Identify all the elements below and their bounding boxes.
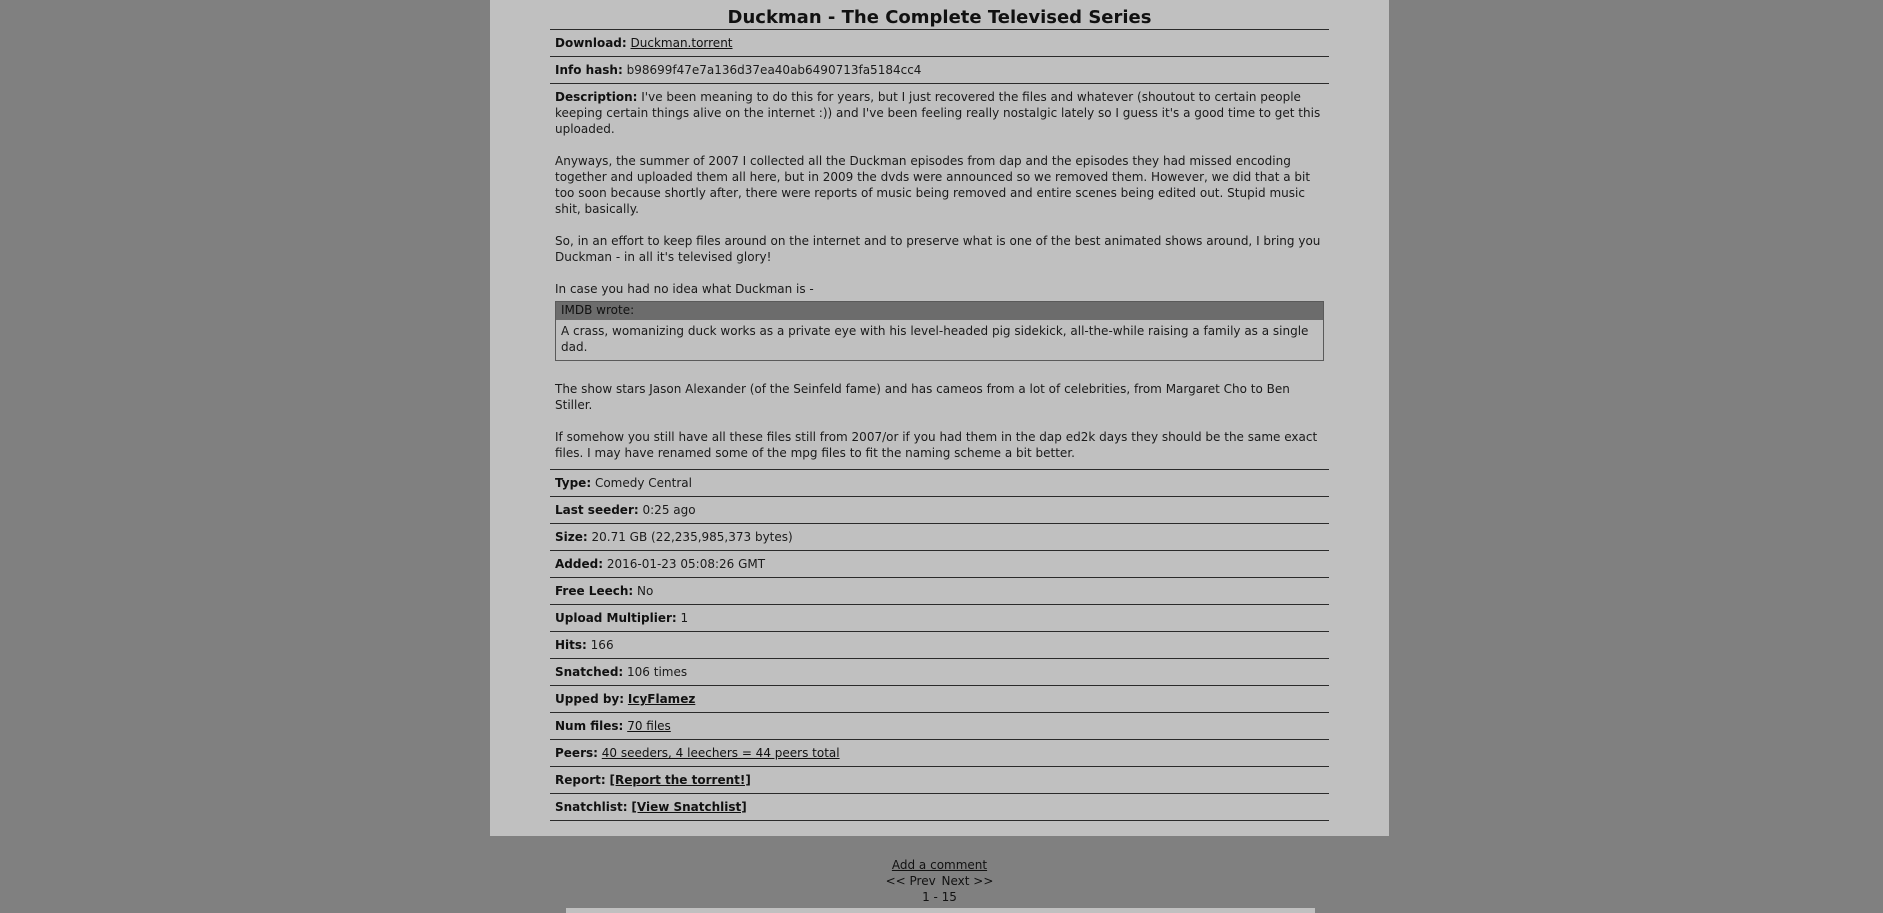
peers-label: Peers: [555,746,598,760]
type-label: Type: [555,476,592,490]
pagination [490,873,1389,889]
size-row [550,524,1329,551]
torrent-details [550,0,1329,821]
size-value: 20.71 GB (22,235,985,373 bytes) [591,530,793,544]
report-torrent-link[interactable]: [Report the torrent!] [609,773,751,787]
description-paragraph: So, in an effort to keep files around on the internet and to preserve what is one of the best animated shows around, I bring you Duckman - in all it's televised glory! [555,234,1321,264]
upped-by-label: Upped by: [555,692,625,706]
download-row [550,30,1329,57]
peers-row [550,740,1329,767]
size-label: Size: [555,530,588,544]
snatched-value: 106 times [627,665,688,679]
snatchlist-label: Snatchlist: [555,800,628,814]
report-row [550,767,1329,794]
uploader-link[interactable]: IcyFlamez [627,692,696,706]
file-list-link[interactable]: 70 files [627,719,671,733]
last-seeder-label: Last seeder: [555,503,639,517]
free-leech-label: Free Leech: [555,584,634,598]
peers-link[interactable]: 40 seeders, 4 leechers = 44 peers total [601,746,840,760]
free-leech-value: No [637,584,654,598]
quote-box [555,301,1324,361]
num-files-label: Num files: [555,719,624,733]
description-label: Description: [555,90,638,104]
quote-body: A crass, womanizing duck works as a private eye with his level-headed pig sidekick, all-the-while raising a family as a single dad. [561,324,1309,354]
torrent-details-panel [490,0,1389,836]
hits-row [550,632,1329,659]
quote-header: IMDB wrote: [556,302,1323,320]
upped-by-row [550,686,1329,713]
info-hash-value: b98699f47e7a136d37ea40ab6490713fa5184cc4 [626,63,922,77]
description-paragraph: If somehow you still have all these files still from 2007/or if you had them in the dap ed2k days they should be the same exact files. I may have renamed some of the mpg files to fit the naming scheme a bit better. [555,430,1318,460]
description-row [550,84,1329,470]
info-hash-row [550,57,1329,84]
type-row [550,470,1329,497]
info-hash-label: Info hash: [555,63,623,77]
upload-multiplier-value: 1 [680,611,689,625]
next-page-link[interactable]: Next >> [941,874,994,888]
description-text-1: I've been meaning to do this for years, but I just recovered the files and whatever (shoutout to certain people keeping certain things alive on the internet :)) and I've been feeling really nostalgic lately so I guess it's a good time to get this uploaded. [555,90,1321,136]
snatchlist-row [550,794,1329,821]
torrent-download-link[interactable]: Duckman.torrent [630,36,733,50]
download-label: Download: [555,36,627,50]
description-paragraph: The show stars Jason Alexander (of the Seinfeld fame) and has cameos from a lot of celebrities, from Margaret Cho to Ben Stiller. [555,382,1290,412]
added-label: Added: [555,557,603,571]
hits-value: 166 [590,638,614,652]
free-leech-row [550,578,1329,605]
type-value: Comedy Central [594,476,692,490]
page-range: 1 - 15 [922,890,957,904]
comments-nav [490,857,1389,905]
comments-panel-top [566,908,1315,913]
prev-page-link[interactable]: << Prev [885,874,936,888]
report-label: Report: [555,773,606,787]
add-comment-link[interactable]: Add a comment [891,858,988,872]
last-seeder-row [550,497,1329,524]
snatched-label: Snatched: [555,665,624,679]
num-files-row [550,713,1329,740]
last-seeder-value: 0:25 ago [642,503,696,517]
description-paragraph [555,89,1324,137]
description-paragraph: In case you had no idea what Duckman is - [555,282,814,296]
hits-label: Hits: [555,638,587,652]
added-row [550,551,1329,578]
view-snatchlist-link[interactable]: [View Snatchlist] [631,800,747,814]
description-paragraph: Anyways, the summer of 2007 I collected all the Duckman episodes from dap and the episodes they had missed encoding together and uploaded them all here, but in 2009 the dvds were announced so we removed them. However, we did that a bit too soon because shortly after, there were reports of music being removed and entire scenes being edited out. Stupid music shit, basically. [555,154,1311,216]
added-value: 2016-01-23 05:08:26 GMT [606,557,766,571]
snatched-row [550,659,1329,686]
upload-multiplier-row [550,605,1329,632]
upload-multiplier-label: Upload Multiplier: [555,611,677,625]
page-title: Duckman - The Complete Televised Series [550,0,1329,30]
